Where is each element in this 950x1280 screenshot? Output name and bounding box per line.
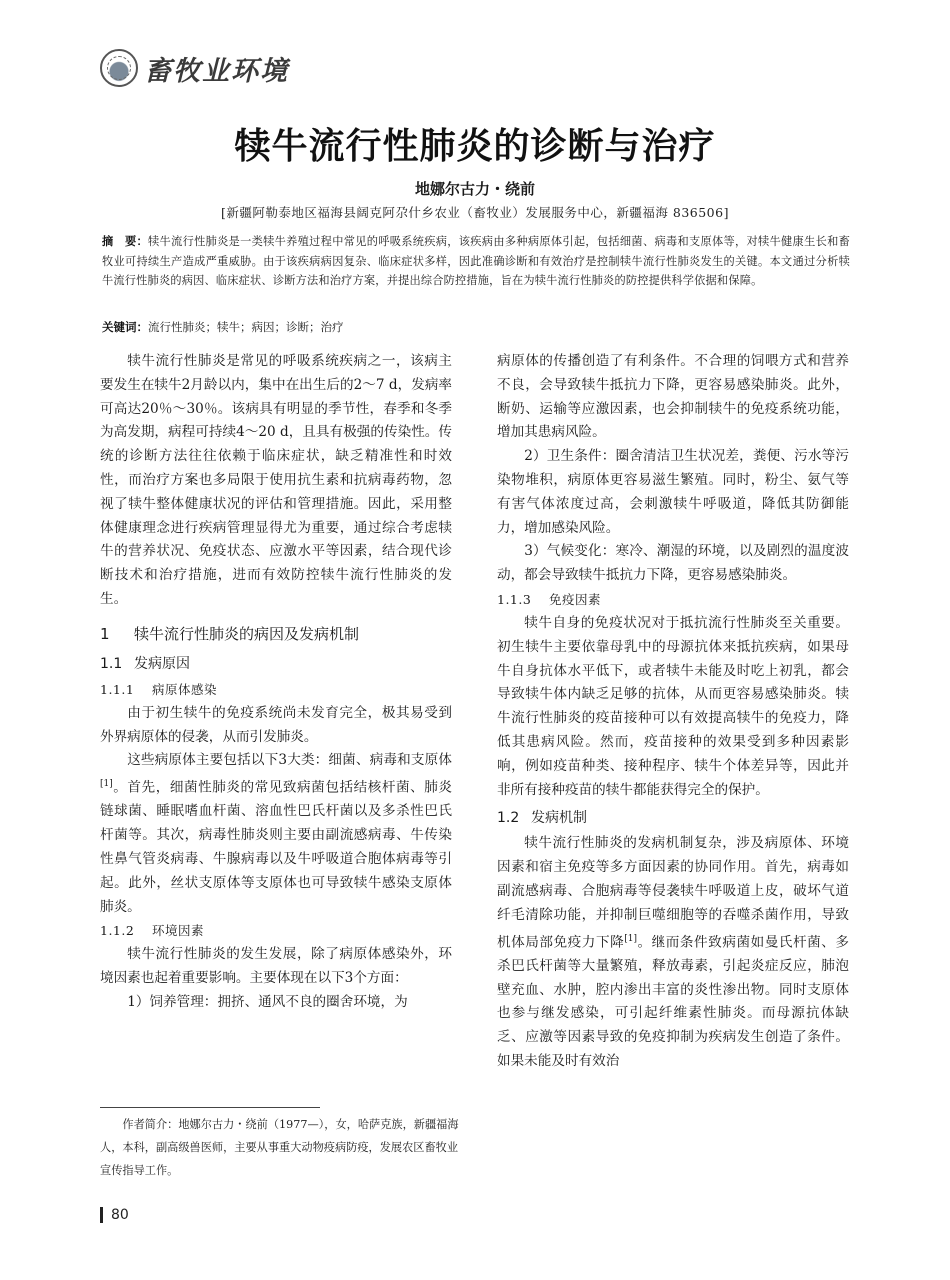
keywords-label: 关键词： [102,320,148,334]
article-title: 犊牛流行性肺炎的诊断与治疗 [234,126,716,167]
section-heading-1: 1 犊牛流行性肺炎的病因及发病机制 [100,624,360,643]
section-heading-1-1-3: 1.1.3 免疫因素 [497,591,602,607]
intro-paragraph: 犊牛流行性肺炎是常见的呼吸系统疾病之一，该病主要发生在犊牛2月龄以内，集中在出生后的2～7 d，发病率可高达20％～30％。该病具有明显的季节性，春季和冬季为高发期，病程可持续4～20 d，且具有极强的传染性。传统的诊断方法往往依赖于临床症状，缺乏精准性和时效性，而治疗方案也多局限于使用抗生素和抗病毒药物，忽视了犊牛整体健康状况的评估和管理措施。因此，采用整体健康理念进行疾病管理显得尤为重要，通过综合考虑犊牛的营养状况、免疫状态、应激水平等因素，结合现代诊断技术和治疗措施，进而有效防控犊牛流行性肺炎的发生。 [100,353,452,607]
footnote-divider [100,1107,320,1108]
paragraph: 3）气候变化：寒冷、潮湿的环境，以及剧烈的温度波动，都会导致犊牛抵抗力下降，更容易感染肺炎。 [497,543,849,584]
left-column [100,350,452,1015]
page-number: 80 [100,1207,129,1223]
abstract-text: 犊牛流行性肺炎是一类犊牛养殖过程中常见的呼吸系统疾病，该疾病由多种病原体引起，包括细菌、病毒和支原体等，对犊牛健康生长和畜牧业可持续生产造成严重威胁。由于该疾病病因复杂、临床症状多样，因此准确诊断和有效治疗是控制犊牛流行性肺炎发生的关键。本文通过分析犊牛流行性肺炎的病因、临床症状、诊断方法和治疗方案，并提出综合防控措施，旨在为犊牛流行性肺炎的防控提供科学依据和保障。 [102,235,850,287]
paragraph: 2）卫生条件：圈舍清洁卫生状况差，粪便、污水等污染物堆积，病原体更容易滋生繁殖。同时，粉尘、氨气等有害气体浓度过高，会刺激犊牛呼吸道，降低其防御能力，增加感染风险。 [497,448,849,536]
abstract-label: 摘 要： [102,235,149,248]
right-column [497,350,849,1074]
journal-logo-icon [100,49,138,87]
keywords [102,318,850,336]
paragraph: 犊牛流行性肺炎的发病机制复杂，涉及病原体、环境因素和宿主免疫等多方面因素的协同作用。首先，病毒如副流感病毒、合胞病毒等侵袭犊牛呼吸道上皮，破坏气道纤毛清除功能，并抑制巨噬细胞等的吞噬杀菌作用，导致机体局部免疫力下降[1]。继而条件致病菌如曼氏杆菌、多杀巴氏杆菌等大量繁殖，释放毒素，引起炎症反应，肺泡壁充血、水肿，腔内渗出丰富的炎性渗出物。同时支原体也参与继发感染，可引起纤维素性肺炎。而母源抗体缺乏、应激等因素导致的免疫抑制为疾病发生创造了条件。如果未能及时有效治 [497,835,849,1070]
citation: [1] [624,933,637,944]
paragraph: 病原体的传播创造了有利条件。不合理的饲喂方式和营养不良，会导致犊牛抵抗力下降，更容易感染肺炎。此外，断奶、运输等应激因素，也会抑制犊牛的免疫系统功能，增加其患病风险。 [497,353,849,441]
section-heading-1-1-1: 1.1.1 病原体感染 [100,681,218,697]
paragraph: 犊牛流行性肺炎的发生发展，除了病原体感染外，环境因素也起着重要影响。主要体现在以下3个方面： [100,946,452,987]
abstract [102,232,850,291]
section-heading-1-1-2: 1.1.2 环境因素 [100,923,205,939]
keywords-text: 流行性肺炎；犊牛；病因；诊断；治疗 [148,320,344,334]
paragraph: 犊牛自身的免疫状况对于抵抗流行性肺炎至关重要。初生犊牛主要依靠母乳中的母源抗体来抵抗疾病，如果母牛自身抗体水平低下，或者犊牛未能及时吃上初乳，都会导致犊牛体内缺乏足够的抗体，从而更容易感染肺炎。犊牛流行性肺炎的疫苗接种可以有效提高犊牛的免疫力，降低其患病风险。然而，疫苗接种的效果受到多种因素影响，例如疫苗种类、接种程序、犊牛个体差异等，因此并非所有接种疫苗的犊牛都能获得完全的保护。 [497,614,849,798]
citation: [1] [100,779,113,790]
paragraph: 这些病原体主要包括以下3大类：细菌、病毒和支原体[1]。首先，细菌性肺炎的常见致病菌包括结核杆菌、肺炎链球菌、睡眠嗜血杆菌、溶血性巴氏杆菌以及多杀性巴氏杆菌等。其次，病毒性肺炎则主要由副流感病毒、牛传染性鼻气管炎病毒、牛腺病毒以及牛呼吸道合胞体病毒等引起。此外，丝状支原体等支原体也可导致犊牛感染支原体肺炎。 [100,752,452,915]
paragraph: 1）饲养管理：拥挤、通风不良的圈舍环境，为 [127,994,408,1011]
paragraph: 由于初生犊牛的免疫系统尚未发育完全，极其易受到外界病原体的侵袭，从而引发肺炎。 [100,704,452,745]
author: 地娜尔古力・绕前 [414,180,535,198]
section-heading-1-1: 1.1 发病原因 [100,655,190,672]
journal-header [100,46,289,90]
journal-name: 畜牧业环境 [144,55,289,87]
section-heading-1-2: 1.2 发病机制 [497,810,587,827]
affiliation: [新疆阿勒泰地区福海县阔克阿尕什乡农业（畜牧业）发展服务中心，新疆福海 836506] [221,205,729,220]
author-footnote: 作者简介：地娜尔古力・绕前（1977—），女，哈萨克族，新疆福海人，本科，副高级兽医师，主要从事重大动物疫病防疫，发展农区畜牧业宣传指导工作。 [100,1118,459,1177]
